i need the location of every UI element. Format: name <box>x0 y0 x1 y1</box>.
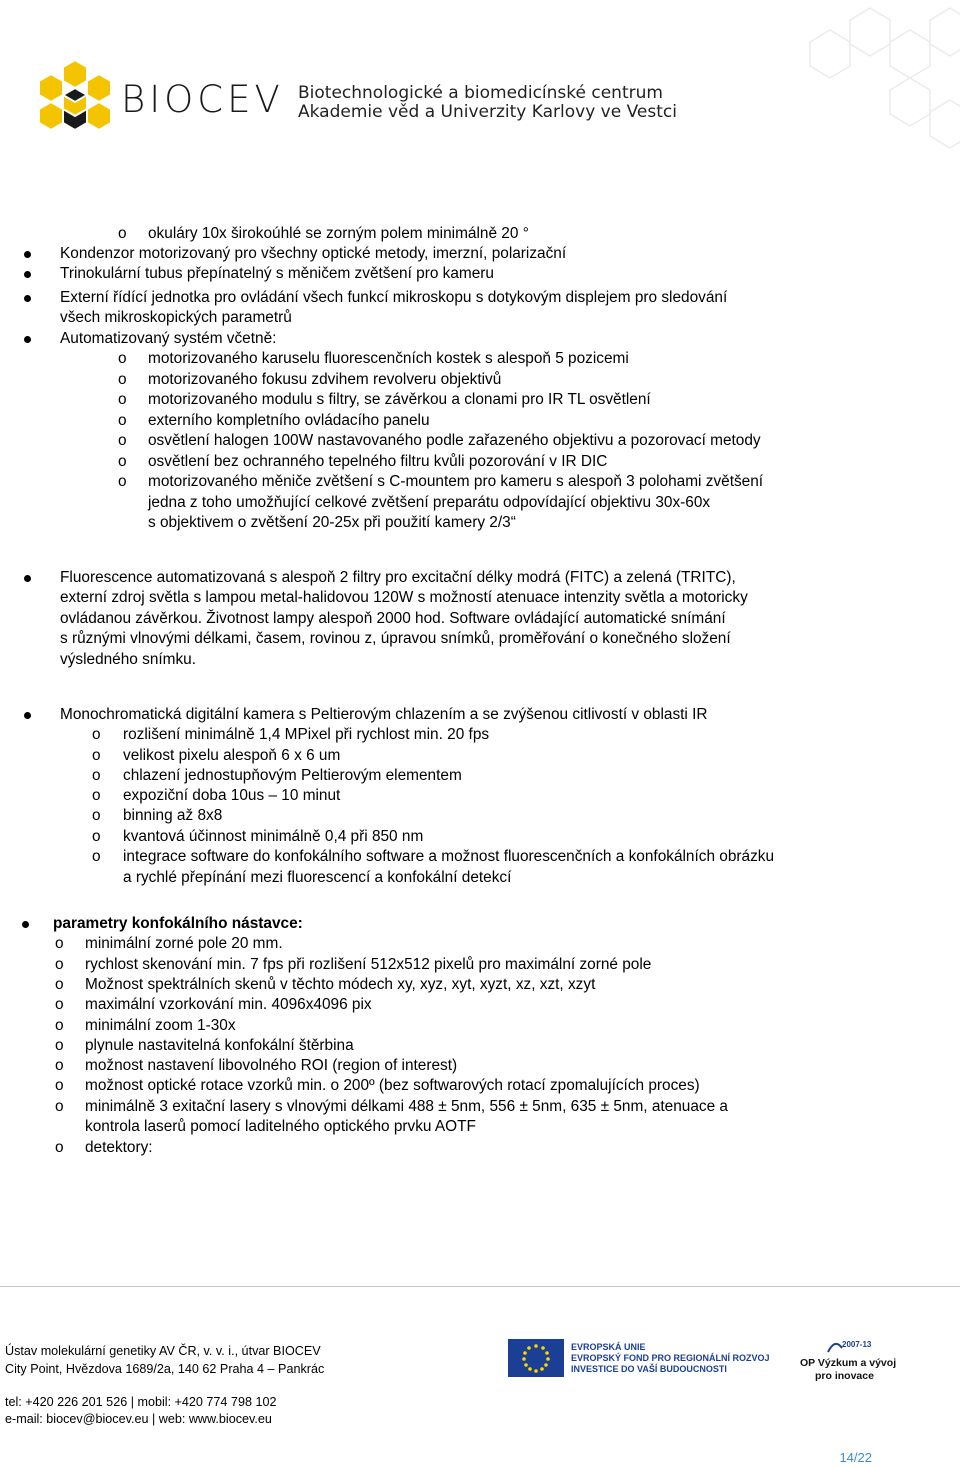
eu-line-2: EVROPSKÝ FOND PRO REGIONÁLNÍ ROZVOJ <box>571 1353 770 1363</box>
text-line: osvětlení bez ochranného tepelného filtru kvůli pozorování v IR DIC <box>148 453 608 470</box>
footer-phones: tel: +420 226 201 526 | mobil: +420 774 798 102 <box>5 1395 277 1409</box>
bullet-icon <box>24 251 31 258</box>
text-line: všech mikroskopických parametrů <box>60 309 292 326</box>
eu-text <box>571 1342 770 1375</box>
text-line: chlazení jednostupňovým Peltierovým elementem <box>123 767 462 784</box>
tagline-line-1: Biotechnologické a biomedicínské centrum <box>298 83 663 103</box>
text-line: kontrola laserů pomocí laditelného optického prvku AOTF <box>85 1118 476 1135</box>
text-line: motorizovaného fokusu zdvihem revolveru objektivů <box>148 371 502 388</box>
biocev-logo-icon <box>30 58 120 134</box>
text-line: minimálně 3 exitační lasery s vlnovými délkami 488 ± 5nm, 556 ± 5nm, 635 ± 5nm, atenuace a <box>85 1098 728 1115</box>
sub-list-marker: o <box>118 391 127 408</box>
bullet-icon <box>24 336 31 343</box>
text-line: Automatizovaný systém včetně: <box>60 330 277 347</box>
sub-list-marker: o <box>118 350 127 367</box>
sub-list-marker: o <box>92 807 101 824</box>
text-line: Fluorescence automatizovaná s alespoň 2 filtry pro excitační délky modrá (FITC) a zelená (TRITC), <box>60 569 736 586</box>
eu-line-3: INVESTICE DO VAŠÍ BUDOUCNOSTI <box>571 1364 727 1374</box>
text-line: externího kompletního ovládacího panelu <box>148 412 430 429</box>
op-line-2: pro inovace <box>815 1370 874 1382</box>
page-number: 14/22 <box>839 1450 872 1465</box>
text-line: s různými vlnovými délkami, časem, rovinou z, úpravou snímků, proměřování o konečného složení <box>60 630 731 647</box>
text-line: plynule nastavitelná konfokální štěrbina <box>85 1037 354 1054</box>
text-line: velikost pixelu alespoň 6 x 6 um <box>123 747 341 764</box>
text-line: minimální zoom 1-30x <box>85 1017 236 1034</box>
text-line: a rychlé přepínání mezi fluorescencí a konfokální detekcí <box>123 869 512 886</box>
text-line: Kondenzor motorizovaný pro všechny optické metody, imerzní, polarizační <box>60 245 567 262</box>
text-line: detektory: <box>85 1139 153 1156</box>
text-line: ovládanou závěrkou. Životnost lampy alespoň 2000 hod. Software ovládající automatické snímání <box>60 610 726 627</box>
text-line: parametry konfokálního nástavce: <box>53 915 303 932</box>
logo-wordmark: BIOCEV <box>121 78 284 121</box>
text-line: motorizovaného karuselu fluorescenčních kostek s alespoň 5 pozicemi <box>148 350 629 367</box>
sub-list-marker: o <box>55 1037 64 1054</box>
bullet-icon <box>24 712 31 719</box>
sub-list-marker: o <box>55 1077 64 1094</box>
text-line: integrace software do konfokálního software a možnost fluorescenčních a konfokálních obrázku <box>123 848 775 865</box>
sub-list-marker: o <box>55 1139 64 1156</box>
op-line-1: OP Výzkum a vývoj <box>800 1357 897 1369</box>
text-line: možnost optické rotace vzorků min. o 200º (bez softwarových rotací zpomalujících proces) <box>85 1077 700 1094</box>
sub-list-marker: o <box>118 225 127 242</box>
sub-list-marker: o <box>92 828 101 845</box>
bullet-icon <box>22 921 29 928</box>
bullet-icon <box>24 295 31 302</box>
footer-email-web: e-mail: biocev@biocev.eu | web: www.biocev.eu <box>5 1412 272 1426</box>
text-line: možnost nastavení libovolného ROI (region of interest) <box>85 1057 458 1074</box>
text-line: s objektivem o zvětšení 20-25x při použití kamery 2/3“ <box>148 514 516 531</box>
text-line: okuláry 10x širokoúhlé se zorným polem minimálně 20 ° <box>148 225 529 242</box>
sub-list-marker: o <box>118 453 127 470</box>
op-swirl-icon <box>826 1340 844 1354</box>
sub-list-marker: o <box>92 726 101 743</box>
eu-line-1: EVROPSKÁ UNIE <box>571 1342 646 1352</box>
sub-list-marker: o <box>92 848 101 865</box>
text-line: Možnost spektrálních skenů v těchto módech xy, xyz, xyt, xyzt, xz, xzt, xzyt <box>85 976 596 993</box>
sub-list-marker: o <box>55 1098 64 1115</box>
text-line: Trinokulární tubus přepínatelný s měničem zvětšení pro kameru <box>60 265 494 282</box>
sub-list-marker: o <box>55 935 64 952</box>
text-line: výsledného snímku. <box>60 651 197 668</box>
text-line: Monochromatická digitální kamera s Peltierovým chlazením a se zvýšenou citlivostí v oblasti IR <box>60 706 708 723</box>
degree-symbol: ° <box>522 225 529 242</box>
sub-list-marker: o <box>92 747 101 764</box>
sub-list-marker: o <box>55 996 64 1013</box>
text-line: jedna z toho umožňující celkové zvětšení preparátu odpovídající objektivu 30x-60x <box>148 494 711 511</box>
text-line: binning až 8x8 <box>123 807 223 824</box>
text-line: osvětlení halogen 100W nastavovaného podle zařazeného objektivu a pozorovací metody <box>148 432 761 449</box>
text-line: motorizovaného modulu s filtry, se závěrkou a clonami pro IR TL osvětlení <box>148 391 651 408</box>
sub-list-marker: o <box>55 976 64 993</box>
sub-list-marker: o <box>55 956 64 973</box>
footer-address: City Point, Hvězdova 1689/2a, 140 62 Praha 4 – Pankrác <box>5 1362 325 1376</box>
op-vavpi-logo <box>800 1340 897 1386</box>
text-line: externí zdroj světla s lampou metal-halidovou 120W s možností atenuace intenzity světla a motoricky <box>60 589 748 606</box>
sub-list-marker: o <box>55 1017 64 1034</box>
sub-list-marker: o <box>118 412 127 429</box>
bullet-icon <box>24 271 31 278</box>
sub-list-marker: o <box>92 767 101 784</box>
text-line: minimální zorné pole 20 mm. <box>85 935 283 952</box>
eu-flag-icon <box>508 1339 564 1377</box>
text-line: rychlost skenování min. 7 fps při rozlišení 512x512 pixelů pro maximální zorné pole <box>85 956 652 973</box>
text-line: expoziční doba 10us – 10 minut <box>123 787 341 804</box>
sub-list-marker: o <box>55 1057 64 1074</box>
op-years: 2007-13 <box>842 1340 872 1349</box>
hexagon-pattern-icon <box>600 0 960 160</box>
footer-org: Ústav molekulární genetiky AV ČR, v. v. i., útvar BIOCEV <box>5 1344 321 1358</box>
sub-list-marker: o <box>118 432 127 449</box>
text-line: kvantová účinnost minimálně 0,4 při 850 nm <box>123 828 424 845</box>
text-line: maximální vzorkování min. 4096x4096 pix <box>85 996 372 1013</box>
sub-list-marker: o <box>118 473 127 490</box>
sub-list-marker: o <box>92 787 101 804</box>
sub-list-marker: o <box>118 371 127 388</box>
tagline-line-2: Akademie věd a Univerzity Karlovy ve Vestci <box>298 102 677 122</box>
footer-divider <box>0 1286 960 1287</box>
bullet-icon <box>24 575 31 582</box>
text-line: motorizovaného měniče zvětšení s C-mountem pro kameru s alespoň 3 polohami zvětšení <box>148 473 764 490</box>
text-line: rozlišení minimálně 1,4 MPixel při rychlost min. 20 fps <box>123 726 490 743</box>
text-line: Externí řídící jednotka pro ovládání všech funkcí mikroskopu s dotykovým displejem pro sledování <box>60 289 728 306</box>
